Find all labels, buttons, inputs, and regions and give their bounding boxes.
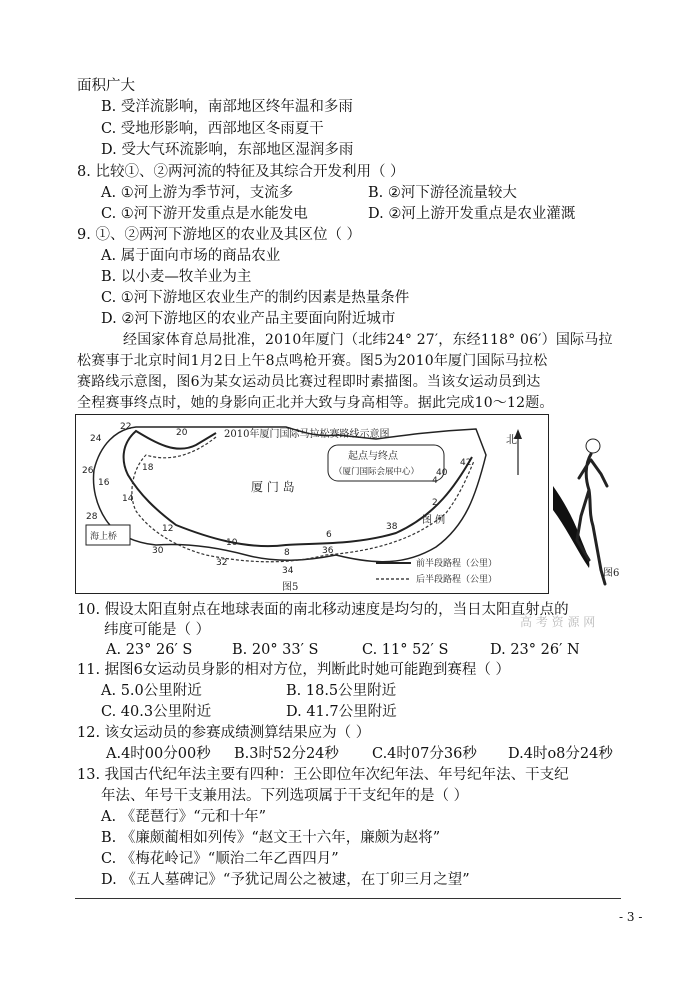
question-11-stem: 11. 据图6女运动员身影的相对方位，判断此时她可能跑到赛程（ ） [77,662,511,678]
q11-option-d: D. 41.7公里附近 [286,704,397,720]
watermark-text: 高 考 资 源 网 [520,615,596,629]
text-line: 面积广大 [77,78,135,94]
q8-option-a: A. ①河上游为季节河，支流多 [101,185,294,201]
question-13-stem: 13. 我国古代纪年法主要有四种：王公即位年次纪年法、年号纪年法、干支纪 [77,767,569,783]
km-label: 18 [142,463,154,473]
runner-body-icon [577,454,607,584]
km-label: 32 [216,558,228,568]
passage-line: 经国家体育总局批准，2010年厦门（北纬24° 27′，东经118° 06′）国际马拉 [123,332,613,348]
q12-option-b: B.3时52分24秒 [234,746,339,762]
question-9-stem: 9. ①、②两河下游地区的农业及其区位（ ） [77,227,362,243]
legend-second-label: 后半段路程（公里） [416,575,498,585]
km-label: 36 [322,546,334,556]
q10-option-a: A. 23° 26′ S [106,642,193,658]
km-label: 4 [432,476,438,486]
q11-option-a: A. 5.0公里附近 [101,683,202,699]
option-line: C. 受地形影响，西部地区冬雨夏干 [101,121,324,137]
km-label: 10 [226,538,238,548]
option-line: B. 受洋流影响，南部地区终年温和多雨 [101,99,353,115]
haishang-label: 海上桥 [90,532,118,542]
q9-option-b: B. 以小麦—牧羊业为主 [101,269,252,285]
figure-5-title: 2010年厦门国际马拉松赛路线示意图 [224,429,390,440]
q9-option-c: C. ①河下游地区农业生产的制约因素是热量条件 [101,290,410,306]
km-label: 8 [284,548,290,558]
passage-line: 赛路线示意图，图6为某女运动员比赛过程即时素描图。当该女运动员到达 [77,374,541,390]
legend-title: 图 例 [422,515,446,526]
figure-6-caption: 图6 [603,568,620,579]
north-label: 北 [506,433,517,446]
km-label: 22 [120,422,132,432]
q11-option-b: B. 18.5公里附近 [286,683,397,699]
q13-option-c: C. 《梅花岭记》“顺治二年乙酉四月” [101,851,339,867]
question-12-stem: 12. 该女运动员的参赛成绩测算结果应为（ ） [77,725,371,741]
q10-option-b: B. 20° 33′ S [232,642,319,658]
q13-option-b: B. 《廉颇蔺相如列传》“赵文王十六年，廉颇为赵将” [101,830,441,846]
runner-head-icon [586,439,600,453]
passage-line: 松赛事于北京时间1月2日上午8点鸣枪开赛。图5为2010年厦门国际马拉松 [77,353,548,369]
question-13-stem-cont: 年法、年号干支兼用法。下列选项属于干支纪年的是（ ） [101,788,469,804]
km-label: 38 [386,522,398,532]
q10-option-d: D. 23° 26′ N [490,642,580,658]
q11-option-c: C. 40.3公里附近 [101,704,212,720]
km-label: 42 [460,458,472,468]
km-label: 30 [152,546,164,556]
km-label: 40 [436,468,448,478]
km-label: 26 [82,466,94,476]
figure-5-caption: 图5 [282,582,299,593]
km-label: 28 [86,512,98,522]
footer-rule [75,898,621,899]
q8-option-c: C. ①河下游开发重点是水能发电 [101,206,308,222]
km-label: 34 [282,566,294,576]
island-label: 厦 门 岛 [251,480,295,494]
q13-option-a: A. 《琵琶行》“元和十年” [101,809,267,825]
runner-shadow-icon [553,486,589,568]
q9-option-d: D. ②河下游地区的农业产品主要面向附近城市 [101,311,396,327]
passage-line: 全程赛事终点时，她的身影向正北并大致与身高相等。据此完成10～12题。 [77,395,554,411]
q12-option-c: C.4时07分36秒 [372,746,477,762]
km-label: 20 [176,428,188,438]
start-end-label: 起点与终点 [348,451,398,462]
q12-option-d: D.4时o8分24秒 [508,746,613,762]
page-number: - 3 - [619,910,643,924]
option-line: D. 受大气环流影响，东部地区湿润多雨 [101,142,354,158]
km-label: 24 [90,434,102,444]
legend-first-label: 前半段路程（公里） [416,559,498,569]
venue-label: （厦门国际会展中心） [334,467,420,477]
q8-option-d: D. ②河上游开发重点是农业灌溉 [368,206,576,222]
km-label: 16 [98,478,110,488]
question-10-stem: 10. 假设太阳直射点在地球表面的南北移动速度是均匀的，当日太阳直射点的 [77,602,569,618]
q12-option-a: A.4时00分00秒 [106,746,211,762]
q13-option-d: D. 《五人墓碑记》“予犹记周公之被逮，在丁卯三月之望” [101,872,470,888]
km-label: 6 [326,530,332,540]
km-label: 14 [122,494,134,504]
q10-option-c: C. 11° 52′ S [362,642,449,658]
q8-option-b: B. ②河下游径流量较大 [368,185,517,201]
km-label: 2 [432,498,438,508]
figure-6-runner-sketch [545,430,625,590]
question-10-stem-cont: 纬度可能是（ ） [104,622,211,638]
km-label: 12 [162,524,174,534]
q9-option-a: A. 属于面向市场的商品农业 [101,248,281,264]
question-8-stem: 8. 比较①、②两河流的特征及其综合开发利用（ ） [77,164,405,180]
figure-5-route-map [75,414,549,594]
